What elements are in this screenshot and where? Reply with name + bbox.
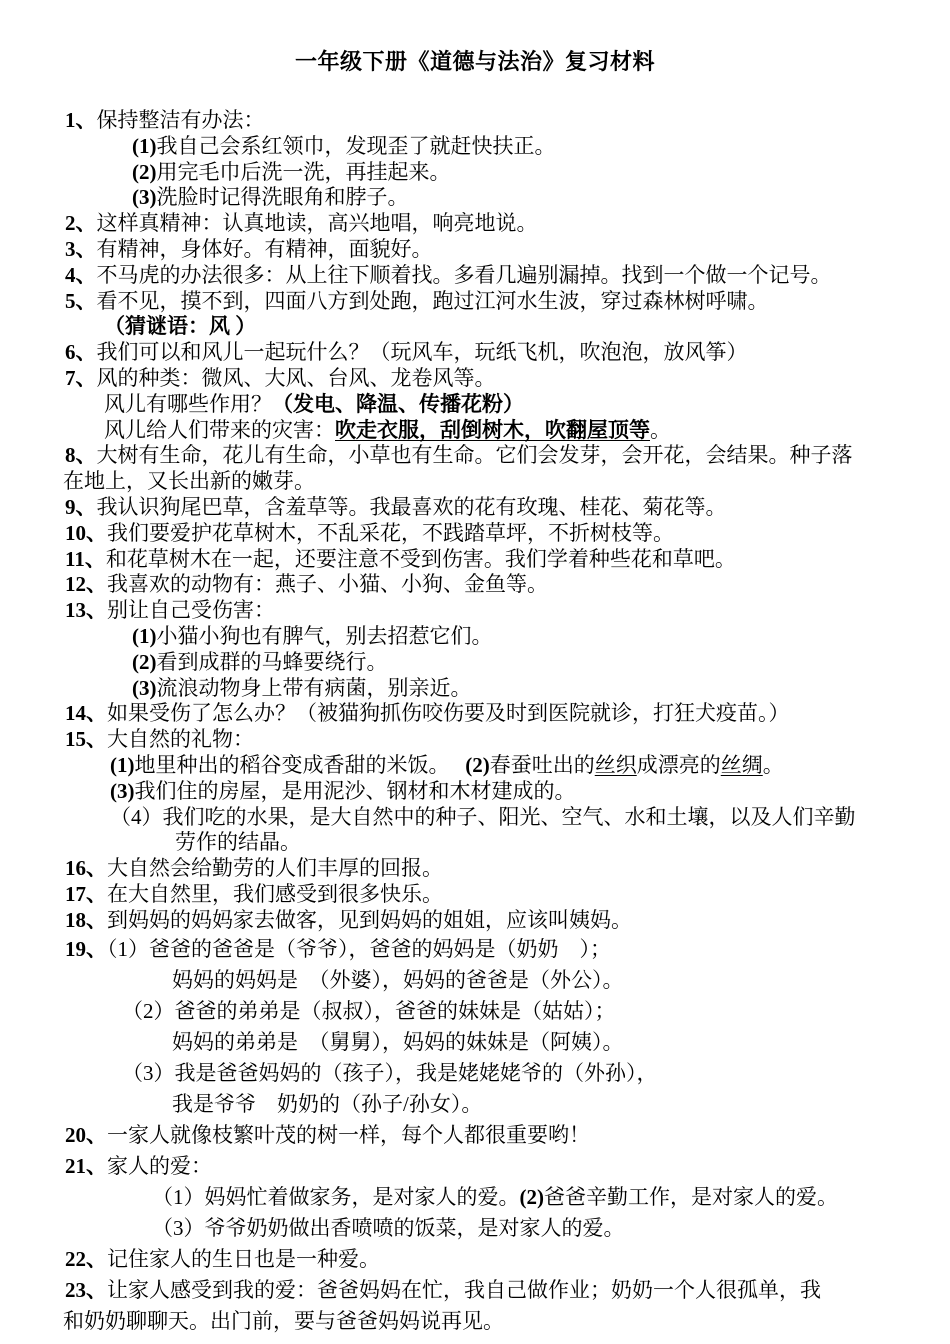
text-run: 大树有生命，花儿有生命，小草也有生命。它们会发芽，会开花，会结果。种子落: [96, 443, 853, 468]
text-run: (1): [132, 133, 157, 158]
document-line: [0, 965, 950, 996]
text-run: 13、: [65, 598, 107, 623]
document-line: [0, 547, 950, 573]
document-line: [0, 418, 950, 444]
document-section-part-2: [0, 934, 950, 1337]
document-line: [0, 1089, 950, 1120]
document-line: [0, 1182, 950, 1213]
text-run: 在地上，又长出新的嫩芽。: [63, 469, 315, 494]
text-run: 21、: [65, 1153, 107, 1178]
text-run: 有精神，身体好。有精神，面貌好。: [96, 236, 433, 261]
text-run: 地里种出的稻谷变成香甜的米饭。: [134, 752, 466, 777]
document-line: [0, 1058, 950, 1089]
text-run: （1）爸爸的爸爸是（爷爷），爸爸的妈妈是（奶奶 ）；: [107, 936, 611, 961]
text-run: 17、: [65, 881, 107, 906]
document-line: [0, 237, 950, 263]
document-line: [0, 185, 950, 211]
text-run: 大自然的礼物：: [107, 727, 254, 752]
text-run: (3): [132, 185, 157, 210]
text-run: 爸爸辛勤工作，是对家人的爱。: [544, 1184, 838, 1209]
text-run: 15、: [65, 727, 107, 752]
text-run: 一家人就像枝繁叶茂的树一样，每个人都很重要哟！: [107, 1122, 590, 1147]
text-run: 春蚕吐出的: [489, 752, 595, 777]
document-line: [0, 1151, 950, 1182]
text-run: 保持整洁有办法：: [96, 108, 265, 132]
document-line: [0, 134, 950, 160]
document-line: [0, 856, 950, 882]
document-line: [0, 366, 950, 392]
document-title: 一年级下册《道德与法治》复习材料: [294, 49, 655, 74]
document-line: [0, 908, 950, 934]
document-line: [0, 1213, 950, 1244]
text-run: 洗脸时记得洗眼角和脖子。: [156, 185, 409, 210]
document-line: [0, 392, 950, 418]
document-line: [0, 314, 950, 340]
text-run: 23、: [65, 1277, 107, 1302]
document-line: [0, 495, 950, 521]
text-run: 流浪动物身上带有病菌，别亲近。: [156, 675, 472, 700]
document-line: [0, 650, 950, 676]
document-line: [0, 727, 950, 753]
document-line: [0, 211, 950, 237]
document-line: [0, 521, 950, 547]
document-line: [0, 830, 950, 856]
document-line: [0, 934, 950, 965]
text-run: 让家人感受到我的爱：爸爸妈妈在忙，我自己做作业；奶奶一个人很孤单，我: [107, 1277, 821, 1302]
text-run: 家人的爱：: [107, 1153, 212, 1178]
text-run: 10、: [65, 520, 107, 545]
text-run: 7、: [65, 365, 97, 390]
text-run: 我认识狗尾巴草，含羞草等。我最喜欢的花有玫瑰、桂花、菊花等。: [96, 494, 727, 519]
text-run: 19、: [65, 936, 107, 961]
text-run: （3）我是爸爸妈妈的（孩子），我是姥姥姥爷的（外孙），: [122, 1060, 658, 1085]
text-run: 我们住的房屋，是用泥沙、钢材和木材建成的。: [134, 778, 576, 803]
text-run: 风儿有哪些作用？: [104, 391, 272, 416]
text-run: 1、: [65, 108, 97, 132]
text-run: 我们可以和风儿一起玩什么？（玩风车，玩纸飞机，吹泡泡，放风筝）: [96, 340, 748, 365]
text-run: （猜谜语：风 ）: [104, 314, 257, 339]
text-run: 。: [650, 417, 671, 442]
document-line: [0, 882, 950, 908]
document-line: [0, 701, 950, 727]
text-run: 我们要爱护花草树木，不乱采花，不践踏草坪，不折树枝等。: [107, 520, 674, 545]
document-line: [0, 160, 950, 186]
text-run: (2): [132, 649, 157, 674]
document-line: [0, 469, 950, 495]
text-run: 成漂亮的: [636, 752, 721, 777]
text-run: （发电、降温、传播花粉）: [272, 391, 524, 416]
text-run: 劳作的结晶。: [175, 830, 301, 855]
text-run: 我自己会系红领巾，发现歪了就赶快扶正。: [156, 133, 556, 158]
text-run: 18、: [65, 907, 107, 932]
document-line: [0, 1027, 950, 1058]
text-run: 2、: [65, 211, 97, 236]
document-line: [0, 1306, 950, 1337]
text-run: 22、: [65, 1246, 107, 1271]
text-run: 8、: [65, 443, 97, 468]
text-run: 丝织: [594, 752, 637, 777]
document-line: [0, 340, 950, 366]
text-run: 不马虎的办法很多：从上往下顺着找。多看几遍别漏掉。找到一个做一个记号。: [96, 262, 832, 287]
document-section-part-1: [0, 108, 950, 934]
text-run: (2): [132, 159, 157, 184]
text-run: 5、: [65, 288, 97, 313]
document-line: [0, 263, 950, 289]
text-run: 如果受伤了怎么办？（被猫狗抓伤咬伤要及时到医院就诊，打狂犬疫苗。）: [107, 701, 790, 726]
text-run: 用完毛巾后洗一洗，再挂起来。: [156, 159, 451, 184]
document-line: [0, 753, 950, 779]
text-run: 妈妈的弟弟是 （舅舅），妈妈的妹妹是（阿姨）。: [172, 1029, 624, 1054]
text-run: （4）我们吃的水果，是大自然中的种子、阳光、空气、水和土壤，以及人们辛勤: [110, 804, 856, 829]
document-line: [0, 1275, 950, 1306]
document-line: [0, 572, 950, 598]
text-run: 记住家人的生日也是一种爱。: [107, 1246, 380, 1271]
text-run: 看不见，摸不到，四面八方到处跑，跑过江河水生波，穿过森林树呼啸。: [96, 288, 769, 313]
text-run: 看到成群的马蜂要绕行。: [156, 649, 388, 674]
text-run: 大自然会给勤劳的人们丰厚的回报。: [107, 856, 443, 881]
text-run: (3): [110, 778, 135, 803]
text-run: 9、: [65, 494, 97, 519]
text-run: 和奶奶聊聊天。出门前，要与爸爸妈妈说再见。: [63, 1308, 504, 1333]
text-run: 别让自己受伤害：: [107, 598, 275, 623]
text-run: 妈妈的妈妈是 （外婆），妈妈的爸爸是（外公）。: [172, 967, 624, 992]
document-line: [0, 779, 950, 805]
text-run: 丝绸: [720, 752, 763, 777]
text-run: 3、: [65, 236, 97, 261]
document-line: [0, 676, 950, 702]
text-run: 在大自然里，我们感受到很多快乐。: [107, 881, 443, 906]
document-line: [0, 996, 950, 1027]
text-run: 6、: [65, 340, 97, 365]
text-run: 风儿给人们带来的灾害：: [104, 417, 335, 442]
text-run: （3）爷爷奶奶做出香喷喷的饭菜，是对家人的爱。: [152, 1215, 625, 1240]
text-run: （2）爸爸的弟弟是（叔叔），爸爸的妹妹是（姑姑）；: [122, 998, 616, 1023]
document-line: [0, 805, 950, 831]
text-run: 到妈妈的妈妈家去做客，见到妈妈的姐姐，应该叫姨妈。: [107, 907, 632, 932]
text-run: 11、: [65, 546, 106, 571]
text-run: 。: [762, 752, 784, 777]
document-line: [0, 598, 950, 624]
document-line: [0, 1244, 950, 1275]
document-line: [0, 1120, 950, 1151]
document-line: [0, 108, 950, 134]
text-run: （1）妈妈忙着做家务，是对家人的爱。: [152, 1184, 520, 1209]
text-run: 这样真精神：认真地读，高兴地唱，响亮地说。: [96, 211, 538, 236]
text-run: 我是爷爷 奶奶的（孙子/孙女）。: [172, 1091, 483, 1116]
text-run: 吹走衣服，刮倒树木，吹翻屋顶等: [335, 417, 650, 442]
text-run: 我喜欢的动物有：燕子、小猫、小狗、金鱼等。: [107, 572, 548, 597]
document-line: [0, 443, 950, 469]
text-run: 20、: [65, 1122, 107, 1147]
text-run: 和花草树木在一起，还要注意不受到伤害。我们学着种些花和草吧。: [105, 546, 736, 571]
text-run: 12、: [65, 572, 107, 597]
text-run: (2): [519, 1184, 544, 1209]
document-line: [0, 289, 950, 315]
text-run: (2): [465, 752, 490, 777]
document-line: [0, 624, 950, 650]
text-run: 小猫小狗也有脾气，别去招惹它们。: [156, 623, 493, 648]
text-run: 4、: [65, 262, 97, 287]
text-run: 风的种类：微风、大风、台风、龙卷风等。: [96, 365, 496, 390]
text-run: (3): [132, 675, 157, 700]
text-run: (1): [110, 752, 135, 777]
text-run: 14、: [65, 701, 107, 726]
text-run: (1): [132, 623, 157, 648]
text-run: 16、: [65, 856, 107, 881]
